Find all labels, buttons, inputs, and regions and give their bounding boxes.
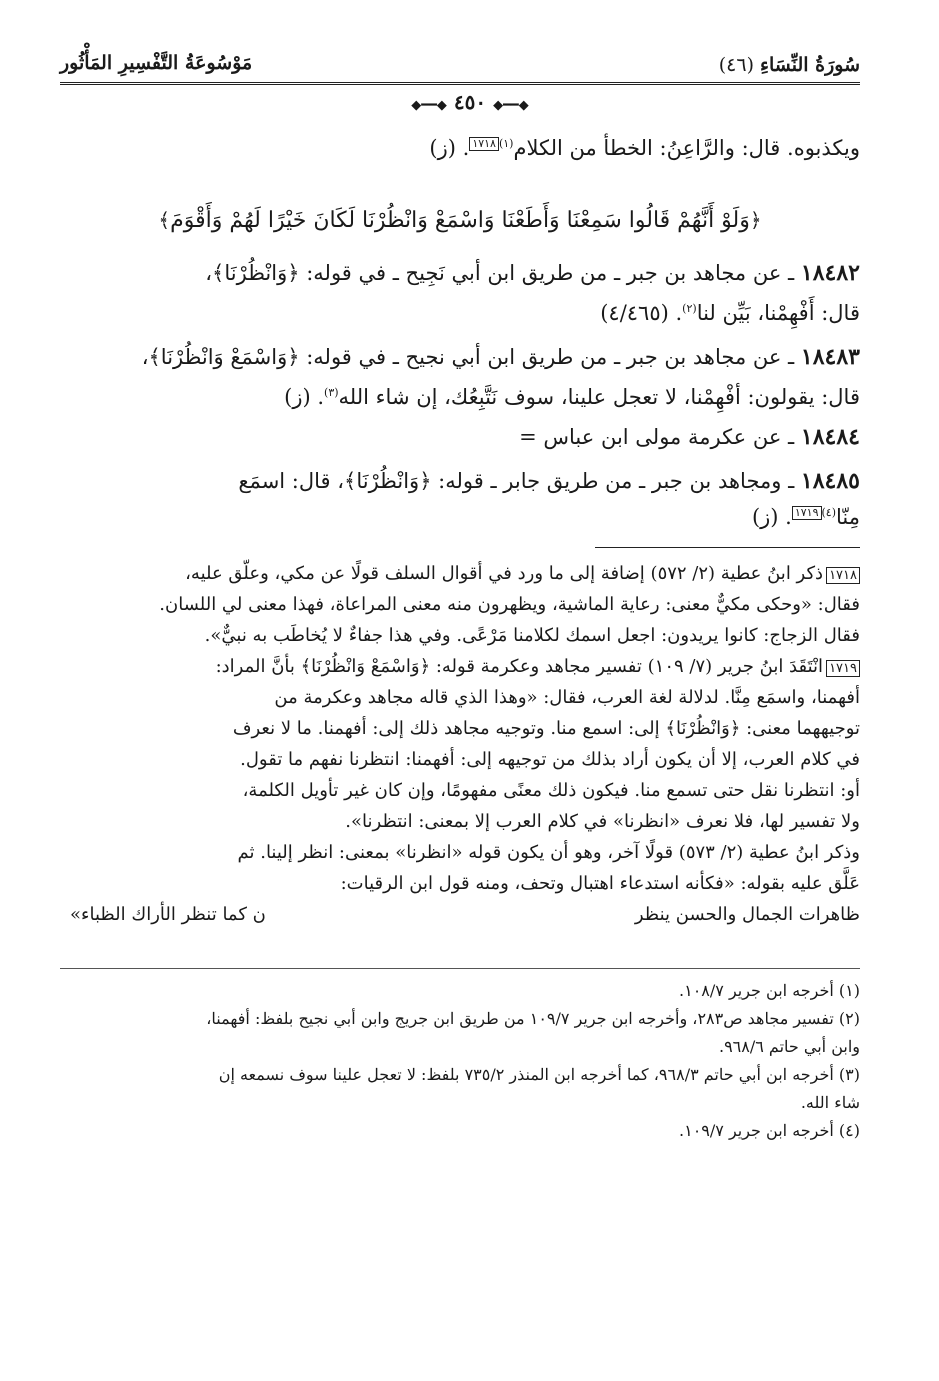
- bracket-open-icon: ﴿: [749, 208, 762, 232]
- commentary: [60, 558, 860, 930]
- footnote-ref[interactable]: (٤): [821, 506, 837, 519]
- comment-label: ١٧١٩: [826, 660, 860, 677]
- intro-line: [60, 126, 860, 166]
- comment-line: عَلَّق عليه بقوله: «فكأنه استدعاء اهتبال وتحف، ومنه قول ابن الرقيات:: [340, 873, 860, 894]
- verse-range: (٤٦): [718, 54, 754, 76]
- report-line: [60, 291, 860, 331]
- book-title: مَوْسُوعَةُ التَّفْسِيرِ المَأْثُور: [60, 52, 253, 74]
- comment-label: ١٧١٨: [826, 567, 860, 584]
- report-text: ـ عن مجاهد بن جبر ـ من طريق ابن أبي نَجِيح ـ في قوله: ﴿وَانْظُرْنَا﴾،: [205, 261, 795, 285]
- report-number: ١٨٤٨٢: [800, 260, 860, 286]
- footnote: (٣) أخرجه ابن أبي حاتم ٩٦٨/٣، كما أخرجه ابن المنذر ٧٣٥/٢ بلفظ: لا تعجل علينا سوف نسمعه إن: [218, 1065, 860, 1084]
- footnote: (٢) تفسير مجاهد ص٢٨٣، وأخرجه ابن جرير ١٠٩/٧ من طريق ابن جريج وابن أبي نجيح بلفظ: أفهمنا،: [206, 1009, 860, 1028]
- comment-line: في كلام العرب، إلا أن يكون أراد بذلك من توجيهه إلى: أفهمنا: انتظرنا نفهم ما تقول.: [240, 749, 860, 770]
- comment-line: أفهمنا، واسمَع مِنَّا. لدلالة لغة العرب، فقال: «وهذا الذي قاله مجاهد وعكرمة من: [274, 687, 860, 708]
- report-text: مِنّا: [836, 505, 860, 529]
- report: [60, 419, 860, 455]
- bracket-close-icon: ﴾: [158, 208, 171, 232]
- page-number-block: [380, 90, 560, 114]
- intro-tail: . (ز): [429, 136, 470, 160]
- sura-header: [719, 54, 860, 76]
- report-line: [60, 339, 860, 375]
- footnote: (١) أخرجه ابن جرير ١٠٨/٧.: [679, 981, 860, 1000]
- report: [60, 463, 860, 531]
- intro-text: ويكذبوه. قال: والرَّاعِنُ: الخطأ من الكلام: [513, 136, 860, 160]
- report-line: [60, 463, 860, 499]
- report-line: [60, 375, 860, 415]
- comment-ref[interactable]: ١٧١٨: [469, 137, 499, 151]
- poem-hemistich: ن كما تنظر الأراك الظباء»: [70, 904, 266, 925]
- page: [60, 48, 860, 1140]
- report-number: ١٨٤٨٣: [800, 344, 860, 370]
- comment-line: فقال: «وحكى مكيٌّ معنى: رعاية الماشية، ويظهرون منه معنى المراعاة، فهذا معنى لي اللسان.: [159, 594, 860, 615]
- report-tail: . (ز): [284, 385, 325, 409]
- report-text: ـ عن مجاهد بن جبر ـ من طريق ابن أبي نجيح ـ في قوله: ﴿وَاسْمَعْ وَانْظُرْنَا﴾،: [141, 345, 795, 369]
- report-tail: . (ز): [751, 505, 792, 529]
- comment-line: ١٧١٩انْتَقَدَ ابنُ جرير (٧/ ١٠٩) تفسير مجاهد وعكرمة قوله: ﴿وَاسْمَعْ وَانْظُرْنَا﴾ بأنَّ المراد:: [60, 651, 860, 682]
- comment-line: توجيههما معنى: ﴿وَانْظُرْنَا﴾ إلى: اسمع منا. وتوجيه مجاهد ذلك إلى: أفهمنا. ما لا نعرف: [232, 718, 860, 739]
- report-number: ١٨٤٨٥: [800, 468, 860, 494]
- report-text: ـ عن عكرمة مولى ابن عباس =: [519, 425, 795, 449]
- comment-line: ولا تفسير لها، فلا نعرف «انظرنا» في كلام العرب إلا بمعنى: انتظرنا».: [345, 811, 860, 832]
- comment-line: ١٧١٨ذكر ابنُ عطية (٢/ ٥٧٢) إضافة إلى ما ورد في أقوال السلف قولًا عن مكي، وعلّق عليه،: [60, 558, 860, 589]
- report-text: قال: يقولون: أفْهِمْنا، لا تعجل علينا، سوف نَتَّبِعُك، إن شاء الله: [338, 385, 860, 409]
- report: [60, 339, 860, 415]
- footnote-ref[interactable]: (١): [498, 137, 514, 150]
- footnote: شاء الله.: [800, 1093, 860, 1112]
- page-body: [60, 126, 860, 1145]
- report-line: [60, 255, 860, 291]
- ornament-icon: ◆━━◆: [493, 98, 529, 113]
- running-head: [60, 48, 860, 85]
- comment-line: فقال الزجاج: كانوا يريدون: اجعل اسمك لكلامنا مَرْعًى. وفي هذا جفاءٌ لا يُخاطَب به نبيٌّ».: [204, 625, 860, 646]
- footnotes: [60, 977, 860, 1145]
- quran-verse: [60, 200, 860, 241]
- poem-hemistich: ظاهرات الجمال والحسن ينظر: [634, 904, 860, 925]
- sura-name: سُورَةُ النِّسَاءِ: [760, 54, 860, 76]
- ornament-icon: ◆━━◆: [411, 98, 447, 113]
- report-line: [60, 499, 860, 531]
- verse-text: وَلَوْ أَنَّهُمْ قَالُوا سَمِعْنَا وَأَطَعْنَا وَاسْمَعْ وَانْظُرْنَا لَكَانَ خَيْرًا لَهُمْ وَأَقْوَمَ: [170, 208, 750, 233]
- comment-line: أو: انتظرنا نقل حتى تسمع منا. فيكون ذلك معنًى مفهومًا، وإن كان غير تأويل الكلمة،: [242, 780, 860, 801]
- comment-line: وذكر ابنُ عطية (٢/ ٥٧٣) قولًا آخر، وهو أن يكون قوله «انظرنا» بمعنى: انظر إلينا. ثم: [237, 842, 860, 863]
- footnote: (٤) أخرجه ابن جرير ١٠٩/٧.: [679, 1121, 860, 1140]
- report-line: [60, 419, 860, 455]
- report: [60, 255, 860, 331]
- footnote-ref[interactable]: (٢): [682, 302, 697, 315]
- footnote: وابن أبي حاتم ٩٦٨/٦.: [718, 1037, 860, 1056]
- page-number: ٤٥٠: [453, 90, 487, 114]
- report-number: ١٨٤٨٤: [800, 424, 860, 450]
- report-text: قال: أَفْهِمْنا، بَيِّن لنا: [696, 301, 860, 325]
- footnote-ref[interactable]: (٣): [324, 386, 339, 399]
- poem-verse: [60, 899, 860, 930]
- report-text: ـ ومجاهد بن جبر ـ من طريق جابر ـ قوله: ﴿وَانْظُرْنَا﴾، قال: اسمَع: [238, 469, 795, 493]
- report-tail: . (٤/٤٦٥): [600, 301, 683, 325]
- comment-ref[interactable]: ١٧١٩: [792, 506, 822, 520]
